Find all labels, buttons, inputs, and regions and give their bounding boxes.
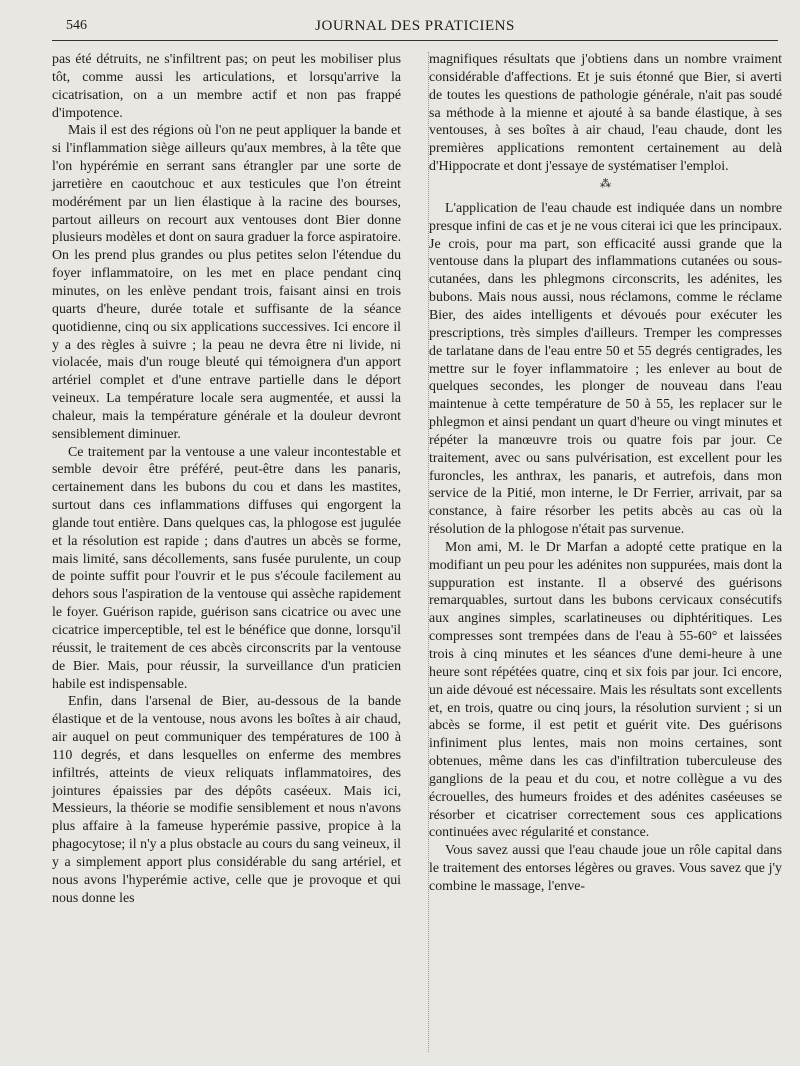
paragraph: Mon ami, M. le Dr Marfan a adopté cette pratique en la modifiant un peu pour les adénites non suppurées, mais dont la suppuration est instante. Il a observé des guérisons remarquables, surtout dans les bubons cervicaux consécutifs aux angines simples, scarlatineuses ou diphtéritiques. Les compresses sont trempées dans de l'eau à 55-60° et laissées trois à cinq minutes et les séances d'une demi-heure à une heure sont répétées quatre, cinq et six fois par jour. Ici encore, un aide dévoué est nécessaire. Mais les résultats sont excellents et, en trois, quatre ou cinq jours, la résolution survient ; si un abcès se forme, il est petit et guérit vite. Des guérisons infiniment plus lentes, mais non moins certaines, sont obtenues, même dans les cas d'infiltration tuberculeuse des ganglions de la peau et du cou, et notre collègue a vu des écrouelles, des humeurs froides et des adénites caséeuses se résorber et cicatriser correctement sous ces applications continuées avec régularité et constance.	[429, 539, 782, 841]
right-column	[415, 51, 782, 908]
asterism-separator: ⁂	[600, 177, 612, 190]
paragraph: L'application de l'eau chaude est indiquée dans un nombre presque infini de cas et je ne vous citerai ici que les principaux. Je crois, pour ma part, son efficacité aussi grande que la ventouse dans la plupart des inflammations cutanées ou sous-cutanées, dans les phlegmons circonscrits, les adénites, les bubons. Mais nous aussi, nous réclamons, comme le réclame Bier, des aides intelligents et dévoués pour exécuter les prescriptions, très simples d'ailleurs. Tremper les compresses de tarlatane dans de l'eau entre 50 et 55 degrés centigrades, les mettre sur le foyer inflammatoire ; les enlever au bout de quelques secondes, les plonger de nouveau dans l'eau maintenue à cette température de 50 à 55, les replacer sur le phlegmon et ainsi pendant un quart d'heure ou vingt minutes et répéter la manœuvre trois ou quatre fois par jour. Ce traitement, avec ou sans pulvérisation, est excellent pour les furoncles, les anthrax, les panaris, et autrefois, dans mon service de la Pitié, mon interne, le Dr Ferrier, arrivait, par sa constance, à faire résorber les petits abcès au cas où la résolution de la phlogose n'était pas survenue.	[429, 200, 782, 538]
page-number: 546	[66, 18, 87, 33]
paragraph: Ce traitement par la ventouse a une valeur incontestable et semble devoir être préféré, peut-être dans les panaris, certainement dans les bubons du cou et dans les mastites, surtout dans ces inflammations diffuses qui engorgent la glande tout entière. Dans quelques cas, la phlogose est jugulée et la résolution est rapide ; dans d'autres un abcès se forme, mais limité, sans décollements, sans fusée purulente, un coup de pointe suffit pour l'ouvrir et le pus s'écoule facilement au dehors sous l'aspiration de la ventouse qui assèche rapidement le foyer. Guérison rapide, guérison sans cicatrice ou avec une cicatrice imperceptible, tel est le bénéfice que donne, lorsqu'il réussit, le traitement de ces abcès circonscrits par la ventouse de Bier. Mais, pour réussir, la surveillance d'un praticien habile est indispensable.	[52, 444, 402, 692]
paragraph: Enfin, dans l'arsenal de Bier, au-dessous de la bande élastique et de la ventouse, nous avons les boîtes à air chaud, air auquel on peut communiquer des températures de 100 à 110 degrés, et dans lesquelles on enferme des membres infiltrés, atteints de vieux reliquats inflammatoires, des jointures épaissies par des dépôts caséeux. Mais ici, Messieurs, la théorie se modifie sensiblement et nous n'avons plus affaire à la fameuse hyperémie passive, propice à la phagocytose; il n'y a plus obstacle au cours du sang veineux, il y a simplement apport plus considérable du sang artériel, et nous avons l'hyperémie active, celle que je provoque et qui nous donne les	[52, 694, 402, 906]
journal-title: JOURNAL DES PRATICIENS	[315, 18, 515, 34]
running-head	[52, 14, 778, 41]
paragraph: Mais il est des régions où l'on ne peut appliquer la bande et si l'inflammation siège ailleurs qu'aux membres, à la tête que l'on hypérémie en serrant sans étrangler par une sorte de jarretière en caoutchouc et aux testicules que l'on étreint modérément par un lien élastique à la racine des bourses, partout ailleurs on recourt aux ventouses dont Bier donne plusieurs modèles et dont on saura graduer la force aspiratoire. On les prend plus grandes ou plus petites selon l'étendue du foyer inflammatoire, on les met en place pendant cinq minutes, on les enlève pendant trois, faisant ainsi en trois quarts d'heure, durée totale et suffisante de la séance quotidienne, cinq ou six applications successives. Ici encore il y a des règles à suivre ; la peau ne devra être ni livide, ni violacée, mais d'un rouge bleuté qui témoignera d'un apport artériel complet et d'une entrave partielle dans le déport veineux. La température locale sera augmentée, et aussi la chaleur, mais la température générale et la douleur devront sensiblement diminuer.	[52, 123, 402, 442]
paragraph: pas été détruits, ne s'infiltrent pas; on peut les mobiliser plus tôt, comme aussi les articulations, et lorsqu'arrive la cicatrisation, on a un membre actif et non pas frappé d'impotence.	[52, 52, 402, 121]
text-columns	[52, 51, 782, 908]
paragraph: magnifiques résultats que j'obtiens dans un nombre vraiment considérable d'affections. Et je suis étonné que Bier, si averti de toutes les questions de pathologie générale, n'ait pas soudé sa méthode à la mienne et ajouté à sa bande élastique, à ses ventouses, à ses boîtes à air chaud, l'eau chaude, dont les premières applications remontent certainement au delà d'Hippocrate et dont j'essaye de systématiser l'emploi.	[429, 52, 782, 175]
left-column	[52, 51, 415, 908]
column-rule	[428, 52, 429, 1052]
paragraph: Vous savez aussi que l'eau chaude joue un rôle capital dans le traitement des entorses légères ou graves. Vous savez que j'y combine le massage, l'enve-	[429, 843, 782, 894]
